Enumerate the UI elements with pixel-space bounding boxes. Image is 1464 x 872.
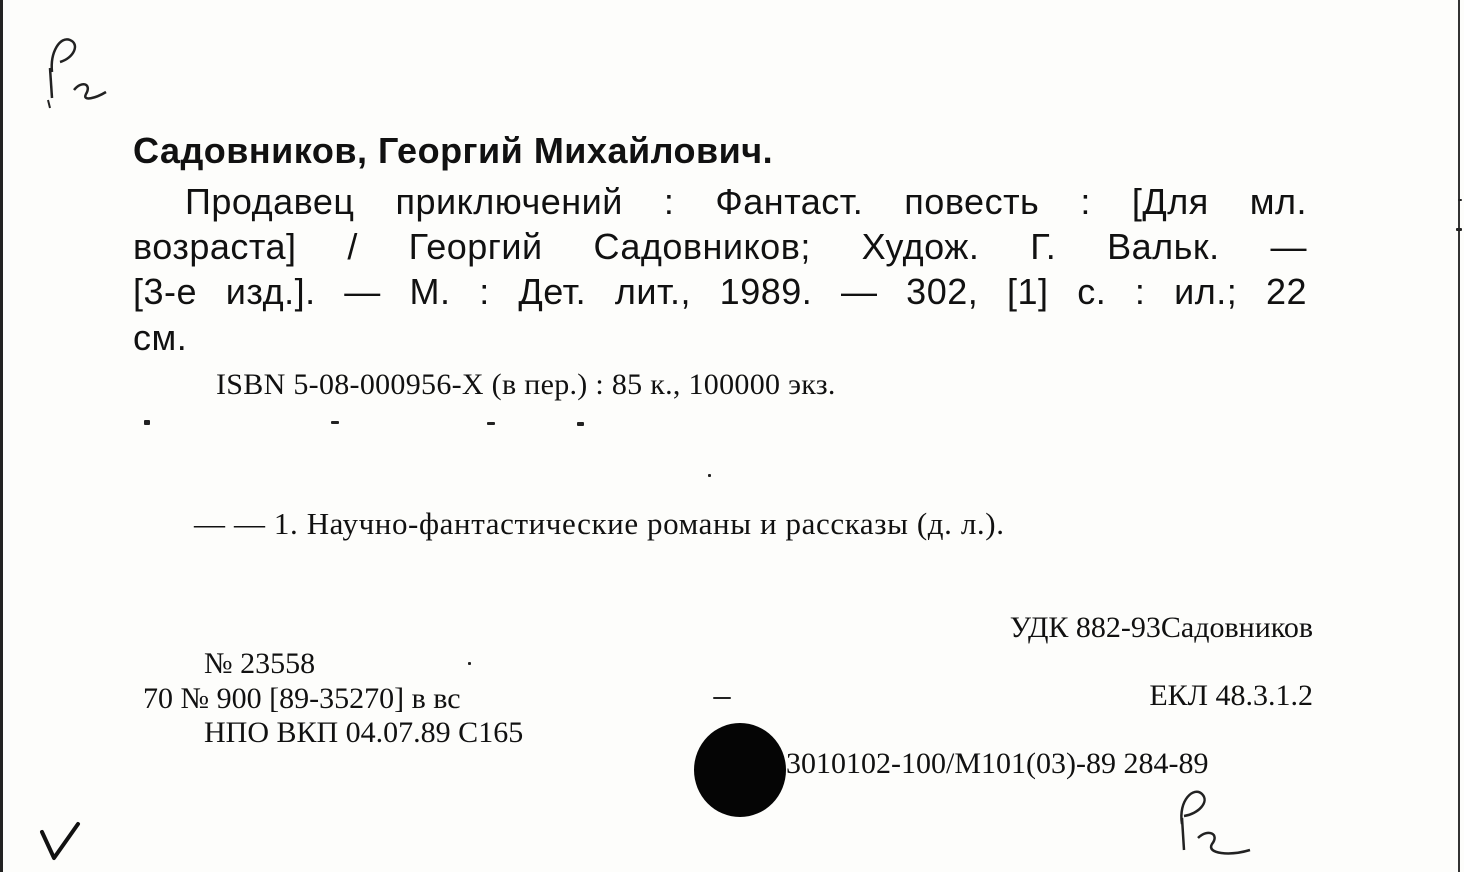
speck	[708, 474, 711, 477]
dash-mark	[577, 422, 584, 426]
dash-mark	[487, 422, 495, 425]
author-heading: Садовников, Георгий Михайлович.	[133, 130, 774, 171]
printer-line: НПО ВКП 04.07.89 С165	[204, 716, 524, 749]
isbn-line: ISBN 5-08-000956-X (в пер.) : 85 к., 100000 экз.	[216, 368, 836, 401]
speck	[1456, 228, 1462, 231]
dash-mark	[331, 421, 339, 424]
udk-classification: УДК 882-93Садовников	[1009, 611, 1313, 644]
card-number: № 23558	[204, 647, 316, 680]
speck	[468, 662, 471, 665]
checkmark-icon	[36, 818, 86, 864]
dash-mark	[144, 420, 150, 425]
publisher-code: 3010102-100/М101(03)-89 284-89	[786, 747, 1209, 780]
description-line-4: см.	[133, 317, 188, 358]
ekl-classification: ЕКЛ 48.3.1.2	[1149, 679, 1313, 712]
card-left-edge	[0, 0, 3, 872]
punch-hole	[694, 723, 786, 817]
description-line-2: возраста] / Георгий Садовников; Худож. Г. Вальк. —	[133, 226, 1307, 267]
subject-heading: — — 1. Научно-фантастические романы и рассказы (д. л.).	[194, 506, 1005, 541]
handwritten-mark-bottom	[1168, 784, 1258, 864]
description-line-3: [3-е изд.]. — М. : Дет. лит., 1989. — 302, [1] с. : ил.; 22	[133, 271, 1307, 312]
speck	[1458, 199, 1462, 201]
speck	[713, 697, 731, 699]
handwritten-mark-top	[30, 32, 120, 112]
order-line: 70 № 900 [89-35270] в вс	[143, 682, 461, 715]
description-line-1: Продавец приключений : Фантаст. повесть : [Для мл.	[185, 181, 1307, 222]
card-right-edge	[1458, 0, 1460, 872]
